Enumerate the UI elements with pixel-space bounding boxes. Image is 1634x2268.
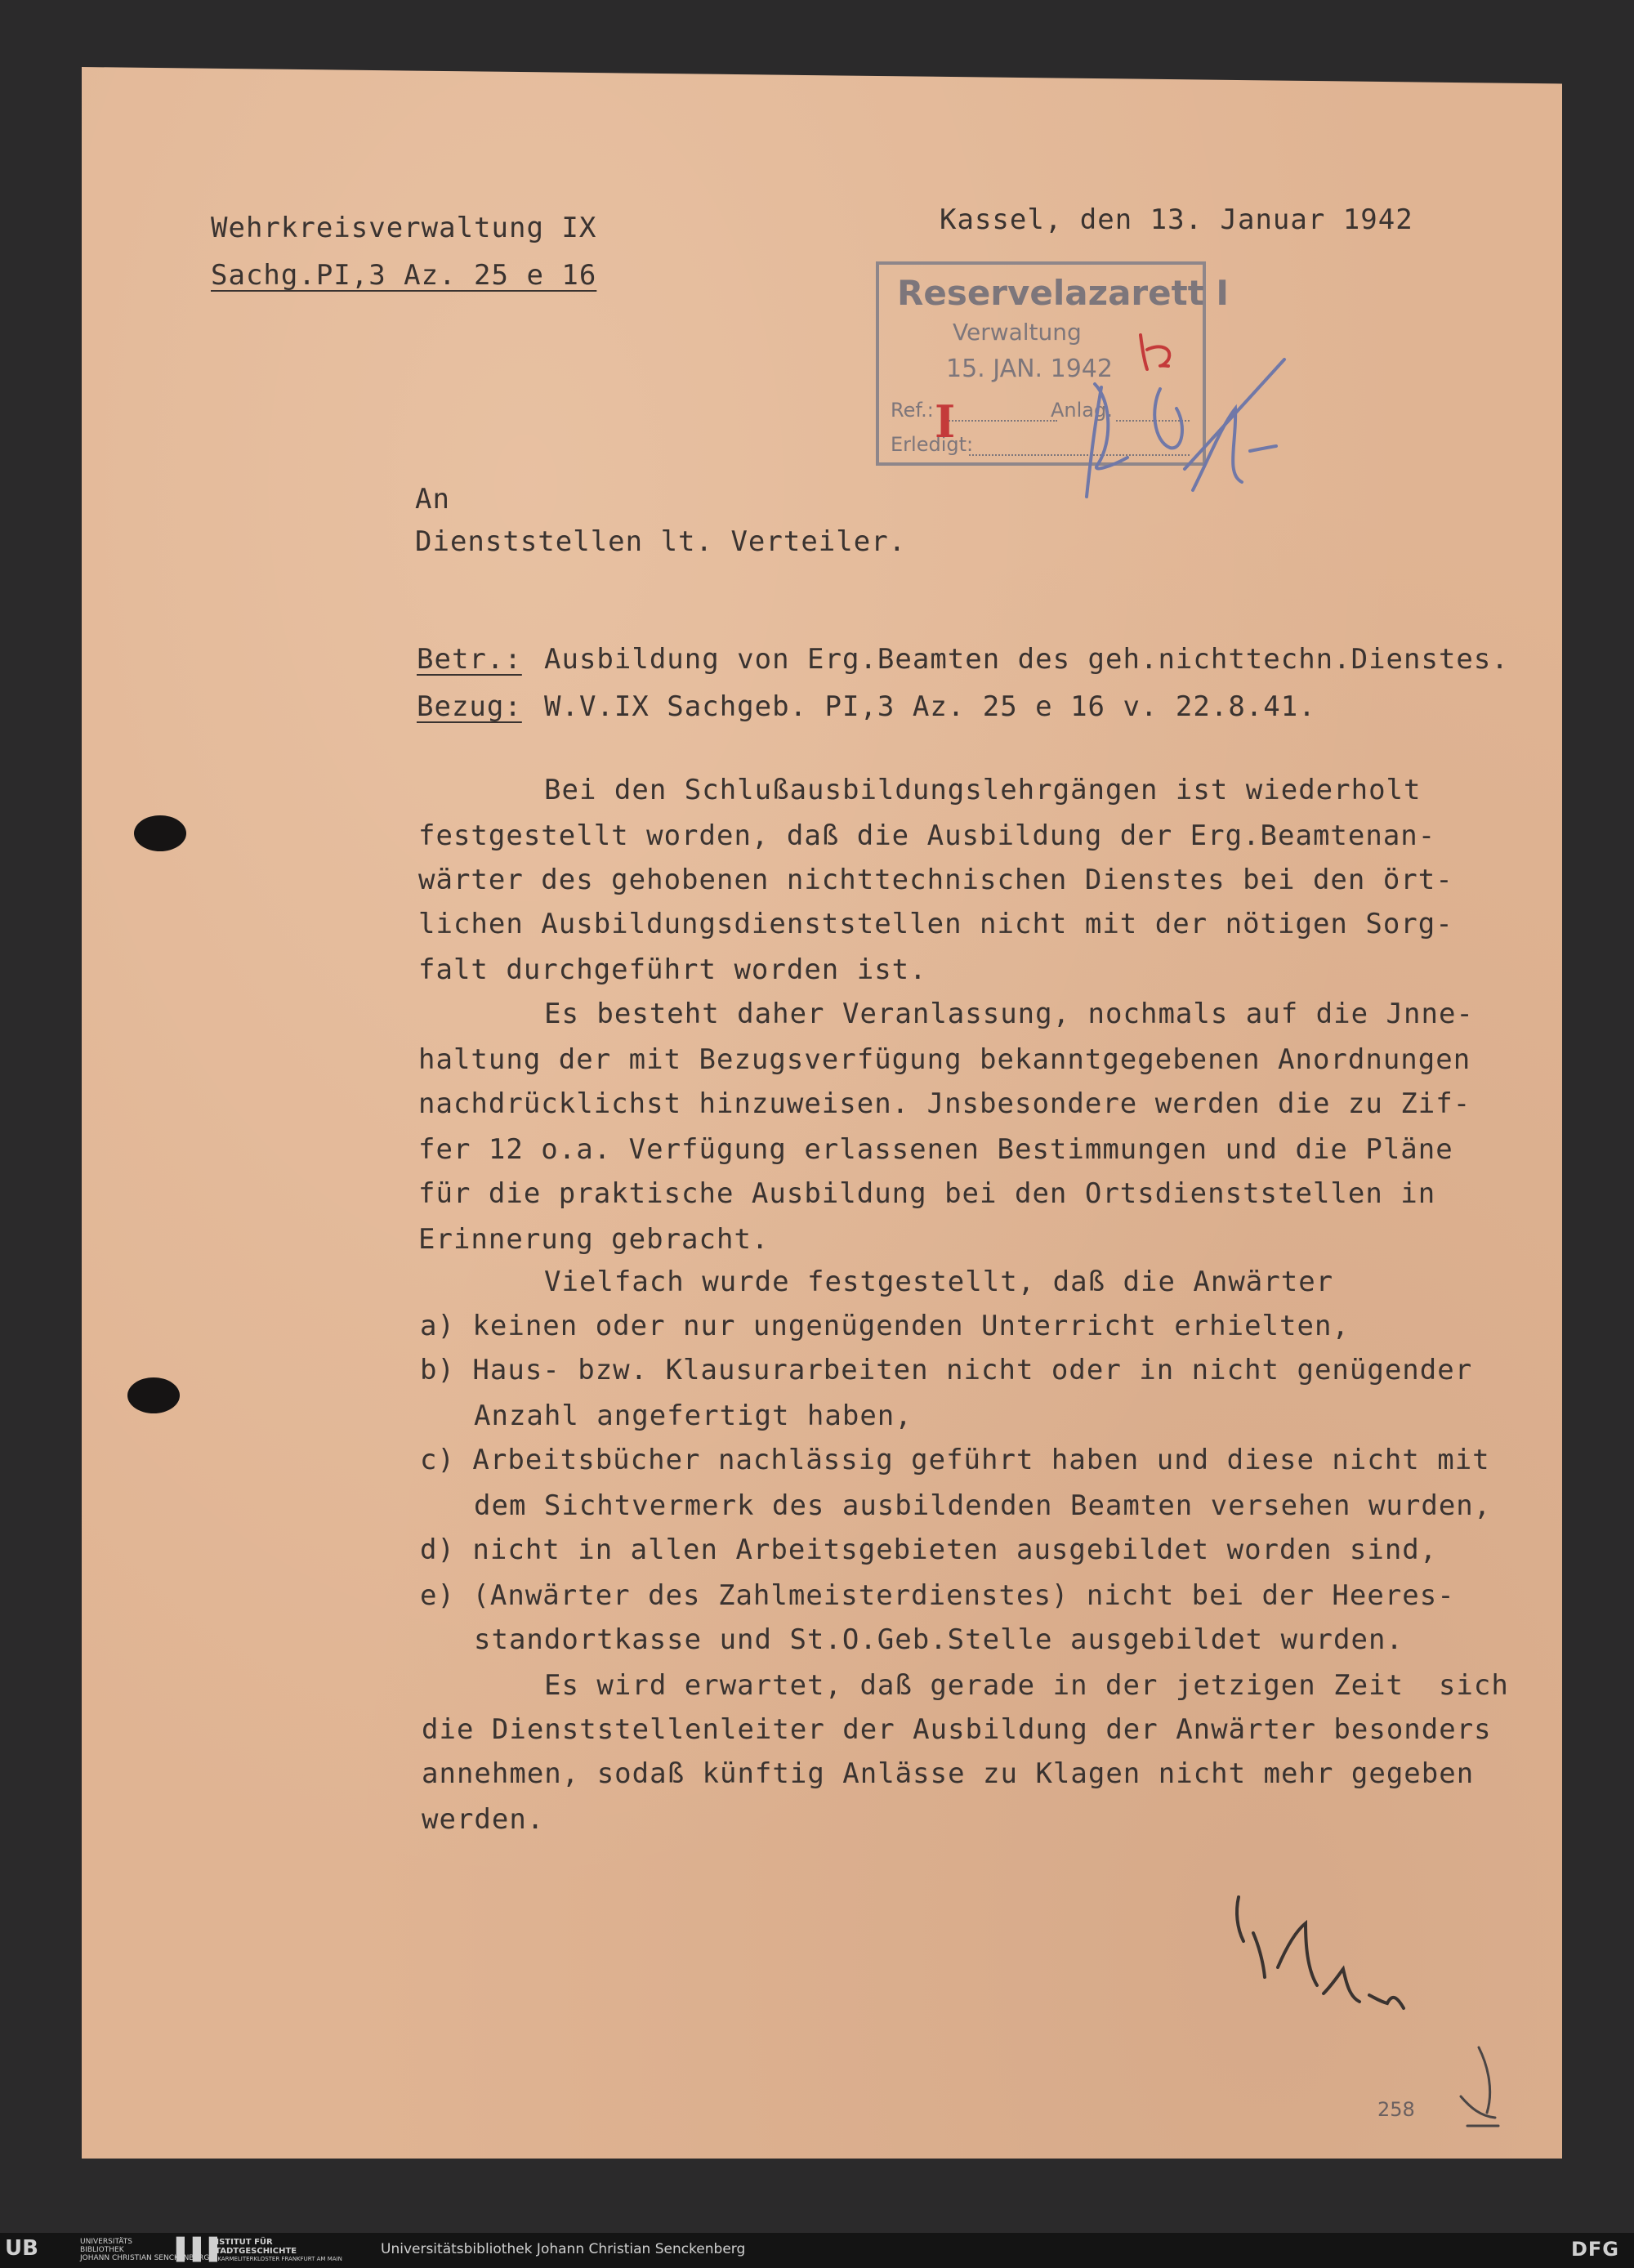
- ub-logo-mark: UB: [5, 2236, 38, 2261]
- sender-name: Wehrkreisverwaltung IX: [211, 212, 597, 244]
- body-line: werden.: [422, 1803, 545, 1836]
- list-item-b: b) Haus- bzw. Klausurarbeiten nicht oder in nicht genügender: [420, 1354, 1473, 1386]
- stamp-erledigt-label: Erledigt:: [891, 433, 974, 456]
- page-number: 258: [1377, 2098, 1415, 2121]
- bezug-label: Bezug:: [417, 690, 522, 723]
- reference-number: Sachg.PI,3 Az. 25 e 16: [211, 259, 597, 292]
- body-line: lichen Ausbildungsdienststellen nicht mit der nötigen Sorg-: [418, 908, 1453, 940]
- body-line: Vielfach wurde festgestellt, daß die Anwärter: [544, 1266, 1334, 1298]
- institute-logo: [176, 2236, 348, 2264]
- body-line: Bei den Schlußausbildungslehrgängen ist wiederholt: [544, 774, 1422, 806]
- footer-bar: [0, 2233, 1634, 2268]
- list-item-e: e) (Anwärter des Zahlmeisterdienstes) nicht bei der Heeres-: [420, 1579, 1455, 1612]
- body-line: nachdrücklichst hinzuweisen. Jnsbesondere werden die zu Zif-: [418, 1087, 1471, 1120]
- bezug-text: W.V.IX Sachgeb. PI,3 Az. 25 e 16 v. 22.8.41.: [544, 690, 1316, 723]
- body-line: Erinnerung gebracht.: [418, 1223, 770, 1256]
- list-item-a: a) keinen oder nur ungenügenden Unterricht erhielten,: [420, 1310, 1350, 1342]
- body-line: die Dienststellenleiter der Ausbildung der Anwärter besonders: [422, 1713, 1492, 1746]
- dfg-logo: DFG: [1570, 2238, 1619, 2261]
- signature-stroke: [1237, 1897, 1404, 2008]
- body-line: festgestellt worden, daß die Ausbildung der Erg.Beamtenan-: [418, 819, 1436, 852]
- stamp-ref-label: Ref.:: [891, 399, 934, 422]
- red-initials-stroke: [1141, 335, 1169, 369]
- body-line: für die praktische Ausbildung bei den Ortsdienststellen in: [418, 1177, 1436, 1210]
- stamp-anlage-label: Anlag.: [1051, 399, 1113, 422]
- body-line: falt durchgeführt worden ist.: [418, 953, 927, 986]
- ub-logo-text: UNIVERSITÄTS BIBLIOTHEK JOHANN CHRISTIAN SENCKENBERG: [80, 2238, 210, 2262]
- list-item-d: d) nicht in allen Arbeitsgebieten ausgebildet worden sind,: [420, 1534, 1438, 1566]
- list-item-c-cont: dem Sichtvermerk des ausbildenden Beamten versehen wurden,: [474, 1489, 1492, 1522]
- place-date: Kassel, den 13. Januar 1942: [940, 203, 1413, 236]
- institute-name: INSTITUT FÜR STADTGESCHICHTE: [209, 2238, 297, 2256]
- stamp-ref-value: I: [935, 395, 956, 448]
- recipient-line-1: An: [415, 483, 450, 516]
- betr-label: Betr.:: [417, 643, 522, 676]
- blue-initials-stroke: [1087, 359, 1284, 497]
- body-line: Es wird erwartet, daß gerade in der jetzigen Zeit sich: [544, 1669, 1509, 1702]
- pencil-mark-stroke: [1461, 2047, 1498, 2126]
- list-item-b-cont: Anzahl angefertigt haben,: [474, 1400, 913, 1432]
- body-line: wärter des gehobenen nichttechnischen Dienstes bei den ört-: [418, 864, 1453, 896]
- stamp-subtitle: Verwaltung: [953, 319, 1082, 346]
- stamp-title: Reservelazarett I: [897, 273, 1230, 313]
- institute-subtitle: IM KARMELITERKLOSTER FRANKFURT AM MAIN: [209, 2256, 342, 2262]
- library-name: Universitätsbibliothek Johann Christian Senckenberg: [381, 2241, 746, 2257]
- body-line: haltung der mit Bezugsverfügung bekanntgegebenen Anordnungen: [418, 1043, 1471, 1076]
- ub-logo: [5, 2236, 210, 2264]
- betr-text: Ausbildung von Erg.Beamten des geh.nichttechn.Dienstes.: [544, 643, 1509, 676]
- body-line: fer 12 o.a. Verfügung erlassenen Bestimmungen und die Pläne: [418, 1133, 1453, 1166]
- stamp-date: 15. JAN. 1942: [946, 355, 1113, 383]
- body-line: Es besteht daher Veranlassung, nochmals auf die Jnne-: [544, 998, 1474, 1030]
- list-item-c: c) Arbeitsbücher nachlässig geführt haben und diese nicht mit: [420, 1444, 1490, 1476]
- recipient-line-2: Dienststellen lt. Verteiler.: [415, 525, 907, 558]
- list-item-e-cont: standortkasse und St.O.Geb.Stelle ausgebildet wurden.: [474, 1623, 1404, 1656]
- body-line: annehmen, sodaß künftig Anlässe zu Klagen nicht mehr gegeben: [422, 1757, 1475, 1790]
- institute-logo-icon: ▌▌▌: [176, 2238, 225, 2262]
